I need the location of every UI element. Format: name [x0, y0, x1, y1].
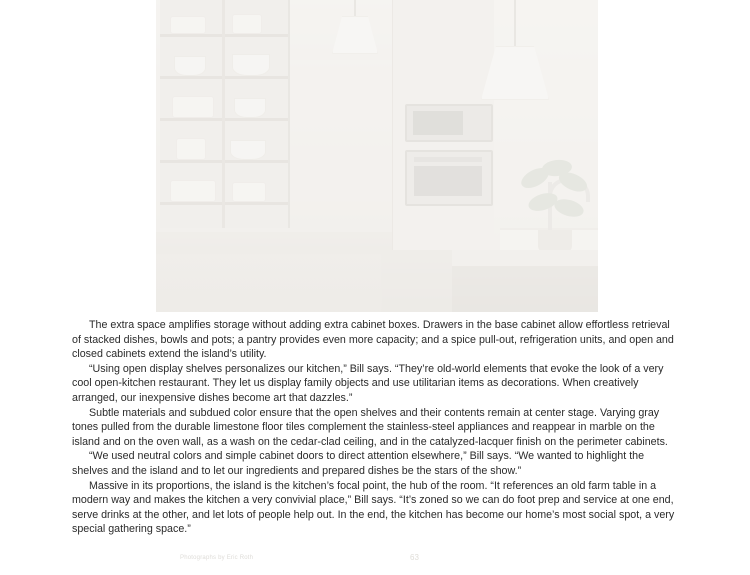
kitchen-interior-photograph: [156, 0, 598, 312]
photo-contents: [156, 0, 598, 312]
wall-oven: [405, 150, 493, 206]
open-display-shelving: [160, 0, 290, 228]
oven-cabinet-column: [392, 0, 502, 250]
microwave: [405, 104, 493, 142]
body-paragraph: Massive in its proportions, the island is the kitchen’s focal point, the hub of the room. “It references an old farm table in a modern way and makes the kitchen a very convivial place,” Bill says. “It’s zoned so we can do foot prep and service at one end, serve drinks at the other, and let lots of people help out. In the end, the kitchen has become our home’s most social spot, a very special gathering space.”: [72, 479, 675, 536]
island-marble-top: [452, 250, 598, 266]
pendant-cord-large: [514, 0, 516, 48]
body-paragraph: “Using open display shelves personalizes our kitchen,” Bill says. “They’re old-world elements that evoke the look of a very cool open-kitchen restaurant. They let us display family objects and use utilitarian items as decorations. When creatively arranged, our inexpensive dishes become art that dazzles.”: [72, 362, 664, 404]
article-body: [72, 318, 680, 537]
page-footer: [156, 555, 598, 569]
body-paragraph: Subtle materials and subdued color ensure that the open shelves and their contents remain at center stage. Varying gray tones pulled from the durable limestone floor tiles complement the stainless-steel appliances and reappear in marble on the island and on the oven wall, as a wash on the cedar-clad ceiling, and in the catalyzed-lacquer finish on the perimeter cabinets.: [72, 406, 668, 448]
body-paragraph: “We used neutral colors and simple cabinet doors to direct attention elsewhere,” Bill says. “We wanted to highlight the shelves and the island and to let our ingredients and prepared dishes be the stars of the show.”: [72, 450, 645, 477]
body-paragraph: The extra space amplifies storage without adding extra cabinet boxes. Drawers in the base cabinet allow effortless retrieval of stacked dishes, bowls and pots; a pantry provides even more capacity; and a spice pull-out, refrigeration units, and open and closed cabinets extend the island’s utility.: [72, 319, 674, 361]
kitchen-island: [452, 250, 598, 312]
pendant-cord-small: [354, 0, 356, 18]
photo-credit: Photographs by Eric Roth: [180, 555, 254, 561]
potted-plant: [518, 160, 592, 252]
page-number: 63: [410, 553, 419, 562]
